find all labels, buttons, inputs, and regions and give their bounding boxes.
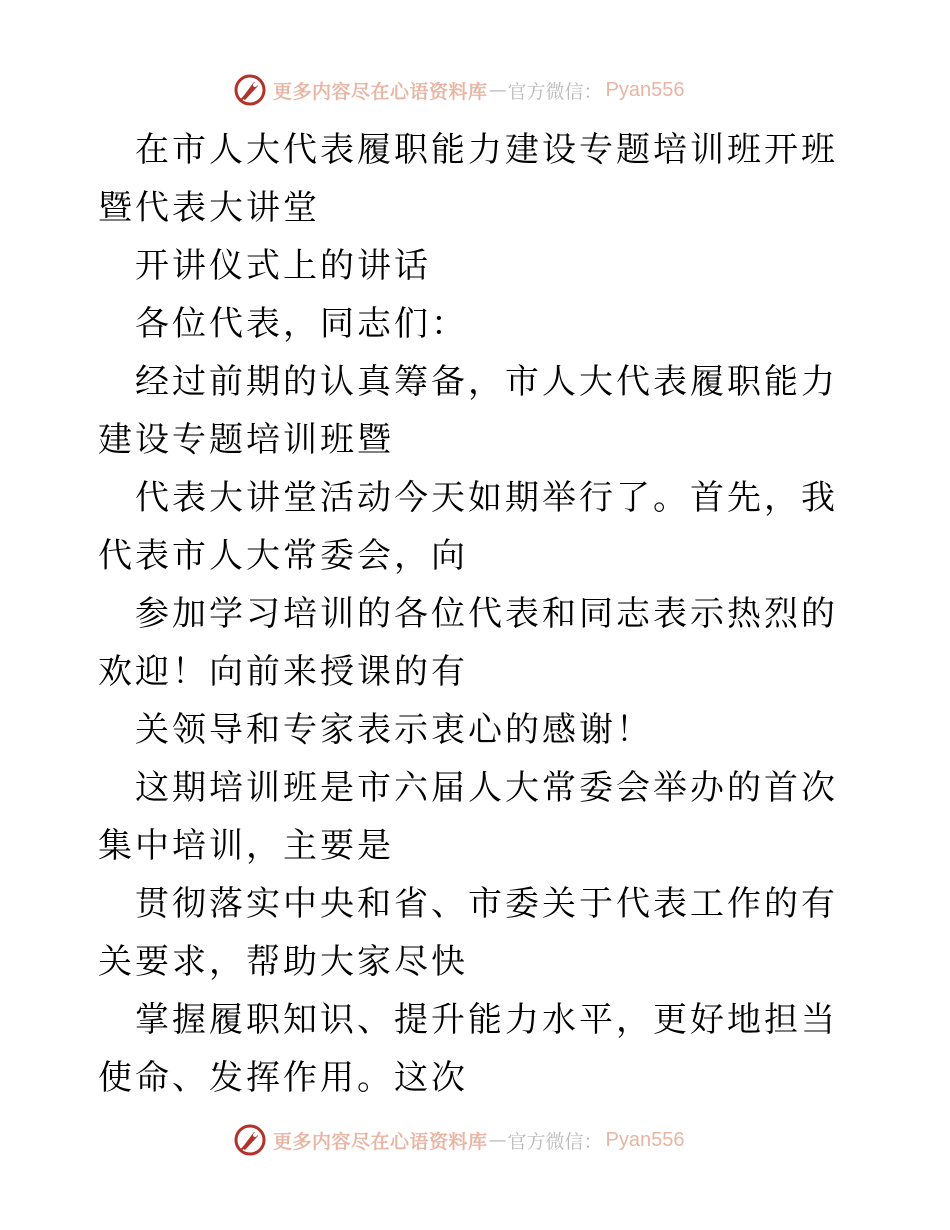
doc-paragraph: 参加学习培训的各位代表和同志表示热烈的欢迎！向前来授课的有 [98, 594, 838, 692]
doc-paragraph: 代表大讲堂活动今天如期举行了。首先，我代表市人大常委会，向 [98, 478, 838, 576]
doc-paragraph: 这期培训班是市六届人大常委会举办的首次集中培训，主要是 [98, 768, 838, 866]
doc-salutation: 各位代表，同志们： [135, 304, 468, 344]
doc-paragraph: 关领导和专家表示衷心的感谢！ [135, 710, 653, 750]
banner-site-text: 更多内容尽在心语资料库 [273, 1130, 488, 1153]
banner-wechat-id: Pyan556 [605, 78, 685, 101]
doc-paragraph: 贯彻落实中央和省、市委关于代表工作的有关要求，帮助大家尽快 [98, 884, 838, 982]
doc-paragraph: 经过前期的认真筹备，市人大代表履职能力建设专题培训班暨 [98, 362, 838, 460]
banner-separator: — [488, 1129, 507, 1151]
doc-title-line-2: 开讲仪式上的讲话 [135, 246, 431, 286]
banner-wechat-label: 官方微信： [507, 1130, 603, 1153]
document-body [98, 121, 858, 1107]
banner-site-text: 更多内容尽在心语资料库 [273, 80, 488, 103]
doc-title-line-1: 在市人大代表履职能力建设专题培训班开班暨代表大讲堂 [98, 130, 838, 228]
banner-separator: — [488, 79, 507, 101]
doc-paragraph: 掌握履职知识、提升能力水平，更好地担当使命、发挥作用。这次 [98, 1000, 838, 1098]
pen-nib-logo-icon [233, 73, 267, 107]
banner-wechat-label: 官方微信： [507, 80, 603, 103]
footer-banner [233, 1120, 685, 1160]
pen-nib-logo-icon [233, 1123, 267, 1157]
header-banner [233, 70, 685, 110]
banner-wechat-id: Pyan556 [605, 1128, 685, 1151]
